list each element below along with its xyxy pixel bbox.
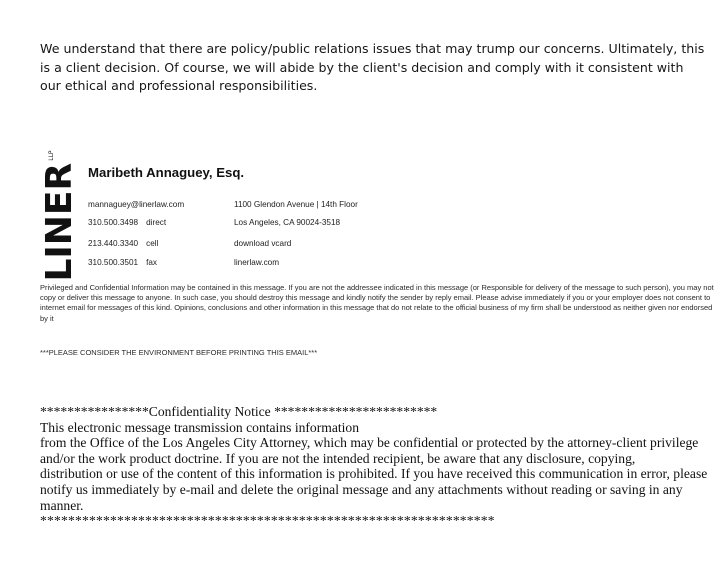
signature-email[interactable]: mannaguey@linerlaw.com bbox=[88, 200, 185, 209]
address-line1: 1100 Glendon Avenue | 14th Floor bbox=[234, 200, 358, 209]
website-link[interactable]: linerlaw.com bbox=[234, 258, 280, 267]
logo-llp: LLP bbox=[48, 150, 55, 161]
confidentiality-header: ****************Confidentiality Notice ************************ bbox=[40, 404, 438, 419]
cell-number: 213.440.3340 bbox=[88, 239, 139, 248]
confidentiality-body: This electronic message transmission contains information from the Office of the Los Angeles City Attorney, which may be confidential or protected by the attorney-client privilege and/or the work product doctrine. If you are not the intended recipient, be aware that any disclosure, copying, distribution or use of the content of this information is prohibited. If you have received this communication in error, please notify us immediately by e-mail and delete the original message and any attachments without reading or saving in any manner. bbox=[40, 419, 708, 513]
environment-notice: ***PLEASE CONSIDER THE ENVIRONMENT BEFORE PRINTING THIS EMAIL*** bbox=[40, 348, 318, 357]
confidentiality-footer: ***************************************************************** bbox=[40, 513, 495, 529]
liner-logo bbox=[39, 150, 80, 282]
intro-paragraph: We understand that there are policy/public relations issues that may trump our concerns. Ultimately, this is a client decision. Of course, we will abide by the client's decision and comply with it consistent with our ethical and professional responsibilities. bbox=[40, 41, 705, 93]
address-line2: Los Angeles, CA 90024-3518 bbox=[234, 218, 341, 227]
fax-number: 310.500.3501 bbox=[88, 258, 139, 267]
logo-wordmark: LINER bbox=[39, 162, 80, 282]
signature-fax bbox=[88, 258, 157, 267]
signature-direct bbox=[88, 218, 166, 227]
confidentiality-notice bbox=[40, 404, 720, 529]
cell-label: cell bbox=[146, 239, 159, 248]
privilege-disclaimer: Privileged and Confidential Information may be contained in this message. If you are not the addressee indicated in this message (or Responsible for delivery of the message to such person), you may not copy or deliver this message to anyone. In such case, you should destroy this message and kindly notify the sender by reply email. Please advise immediately if you or your employer does not consent to internet email for messages of this kind. Opinions, conclusions and other information in this message that do not relate to the official business of my firm shall be understood as neither given nor endorsed by it bbox=[40, 283, 714, 323]
direct-number: 310.500.3498 bbox=[88, 218, 139, 227]
fax-label: fax bbox=[146, 258, 158, 267]
direct-label: direct bbox=[146, 218, 167, 227]
signature-cell bbox=[88, 239, 158, 248]
vcard-link[interactable]: download vcard bbox=[234, 239, 292, 248]
signature-name: Maribeth Annaguey, Esq. bbox=[88, 165, 245, 180]
